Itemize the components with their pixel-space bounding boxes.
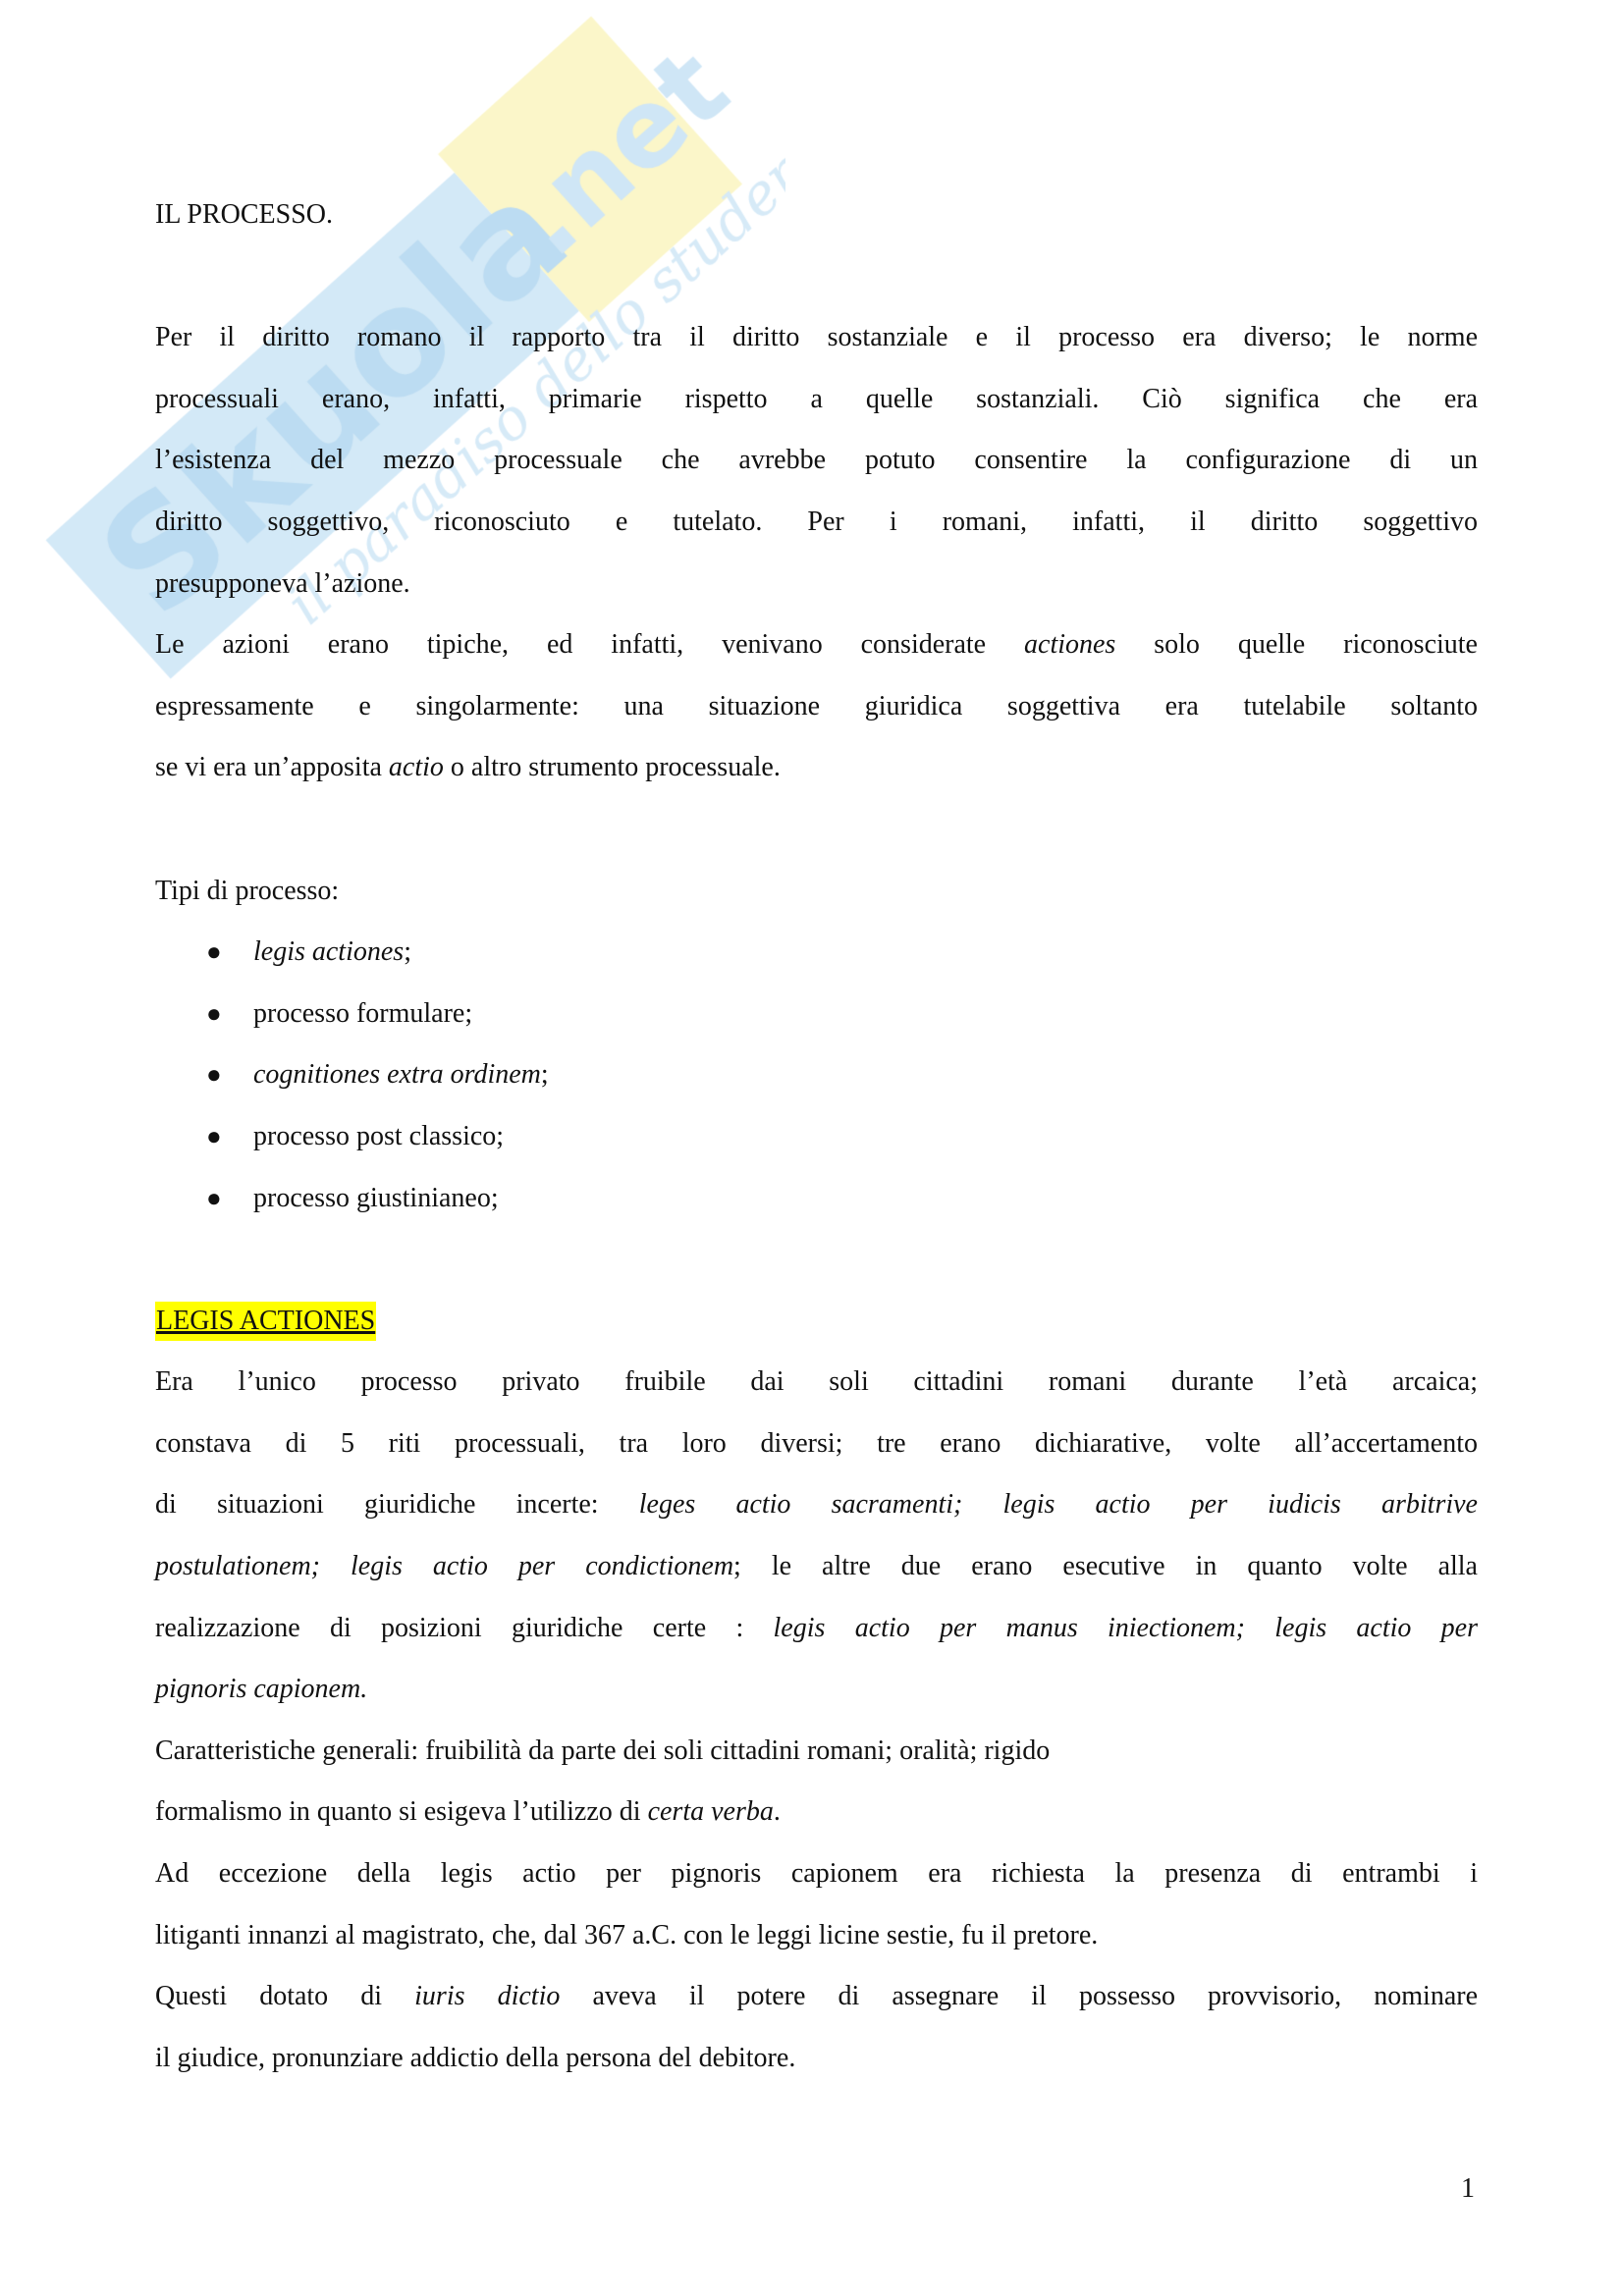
text-line <box>155 1474 1478 1536</box>
text-line <box>155 2028 1478 2090</box>
text-run: Ad eccezione della legis actio per pignoris capionem era richiesta la presenza di entrambi i <box>155 1858 1478 1890</box>
list-item <box>155 984 1478 1045</box>
italic-text: certa verba <box>647 1796 774 1828</box>
paragraph-legis-actiones <box>155 1352 1478 2089</box>
text-line <box>155 554 1478 615</box>
text-line <box>155 307 1478 369</box>
paragraph-intro <box>155 307 1478 799</box>
text-run: processuali erano, infatti, primarie rispetto a quelle sostanziali. Ciò significa che era <box>155 383 1478 414</box>
document-body <box>155 185 1478 2089</box>
italic-text: legis actio per manus iniectionem; legis actio per <box>773 1612 1479 1643</box>
text-run: se vi era un’apposita <box>155 752 389 783</box>
italic-text: cognitiones extra ordinem <box>253 1059 541 1091</box>
text-run: Caratteristiche generali: fruibilità da parte dei soli cittadini romani; oralità; rigido <box>155 1735 1051 1766</box>
types-label: Tipi di processo: <box>155 875 340 906</box>
text-run: formalismo in quanto si esigeva l’utilizzo di <box>155 1796 648 1828</box>
section-heading: LEGIS ACTIONES <box>155 1302 376 1341</box>
text-run: ; <box>404 936 411 968</box>
text-line <box>155 1966 1478 2028</box>
text-run: . <box>773 1796 781 1828</box>
text-run: realizzazione di posizioni giuridiche certe : <box>155 1612 774 1643</box>
text-run: Era l’unico processo privato fruibile dai soli cittadini romani durante l’età arcaica; <box>155 1366 1478 1398</box>
italic-text: postulationem; legis actio per condictionem <box>155 1551 734 1582</box>
text-run: Le azioni erano tipiche, ed infatti, venivano considerate <box>155 629 1025 661</box>
text-run: aveva il potere di assegnare il possesso provvisorio, nominare <box>560 1981 1478 2012</box>
text-run: il giudice, pronunziare addictio della persona del debitore. <box>155 2042 796 2073</box>
text-run: Questi dotato di <box>155 1981 415 2012</box>
text-line <box>155 369 1478 431</box>
text-run: l’esistenza del mezzo processuale che avrebbe potuto consentire la configurazione di un <box>155 445 1478 476</box>
text-line <box>155 1721 1478 1783</box>
text-run: diritto soggettivo, riconosciuto e tutelato. Per i romani, infatti, il diritto soggettivo <box>155 506 1478 537</box>
italic-text: legis actiones <box>253 936 405 968</box>
text-line <box>155 1843 1478 1905</box>
text-run: processo post classico; <box>253 1120 505 1151</box>
italic-text: leges actio sacramenti; legis actio per iudicis arbitrive <box>638 1489 1478 1521</box>
text-line <box>155 430 1478 492</box>
bullet-icon: ● <box>206 937 222 967</box>
text-run: o altro strumento processuale. <box>443 752 781 783</box>
list-item <box>155 1044 1478 1106</box>
italic-text: actio <box>388 752 444 783</box>
list-item <box>155 1106 1478 1168</box>
text-run: litiganti innanzi al magistrato, che, dal 367 a.C. con le leggi licine sestie, fu il pretore. <box>155 1919 1099 1950</box>
bullet-icon: ● <box>206 1183 222 1212</box>
text-line <box>155 1598 1478 1660</box>
italic-text: iuris dictio <box>414 1981 561 2012</box>
list-item <box>155 1168 1478 1230</box>
text-line <box>155 1659 1478 1721</box>
text-line <box>155 1536 1478 1598</box>
italic-text: actiones <box>1024 629 1116 661</box>
text-line <box>155 492 1478 554</box>
list-item <box>155 922 1478 984</box>
text-run: ; <box>540 1059 549 1091</box>
text-run: Per il diritto romano il rapporto tra il diritto sostanziale e il processo era diverso; le norme <box>155 322 1478 353</box>
page-number: 1 <box>1461 2173 1475 2204</box>
bullet-icon: ● <box>206 1121 222 1150</box>
text-line <box>155 1352 1478 1414</box>
bullet-icon: ● <box>206 1060 222 1090</box>
text-line <box>155 1782 1478 1843</box>
bullet-icon: ● <box>206 998 222 1028</box>
text-run: processo giustinianeo; <box>253 1182 499 1213</box>
text-line <box>155 1905 1478 1967</box>
text-line <box>155 1414 1478 1475</box>
text-line <box>155 614 1478 676</box>
document-title: IL PROCESSO. <box>155 199 334 230</box>
text-line <box>155 676 1478 738</box>
process-types-list <box>155 922 1478 1229</box>
text-run: espressamente e singolarmente: una situazione giuridica soggettiva era tutelabile soltanto <box>155 690 1478 721</box>
text-run: presupponeva l’azione. <box>155 567 410 599</box>
section-heading-row <box>155 1291 1478 1353</box>
text-run: solo quelle riconosciute <box>1115 629 1478 661</box>
text-run: ; le altre due erano esecutive in quanto volte alla <box>733 1551 1478 1582</box>
text-line <box>155 737 1478 799</box>
text-run: constava di 5 riti processuali, tra loro diversi; tre erano dichiarative, volte all’accertamento <box>155 1427 1478 1459</box>
text-run: di situazioni giuridiche incerte: <box>155 1489 639 1521</box>
text-run: processo formulare; <box>253 997 473 1029</box>
italic-text: pignoris capionem. <box>155 1674 368 1705</box>
